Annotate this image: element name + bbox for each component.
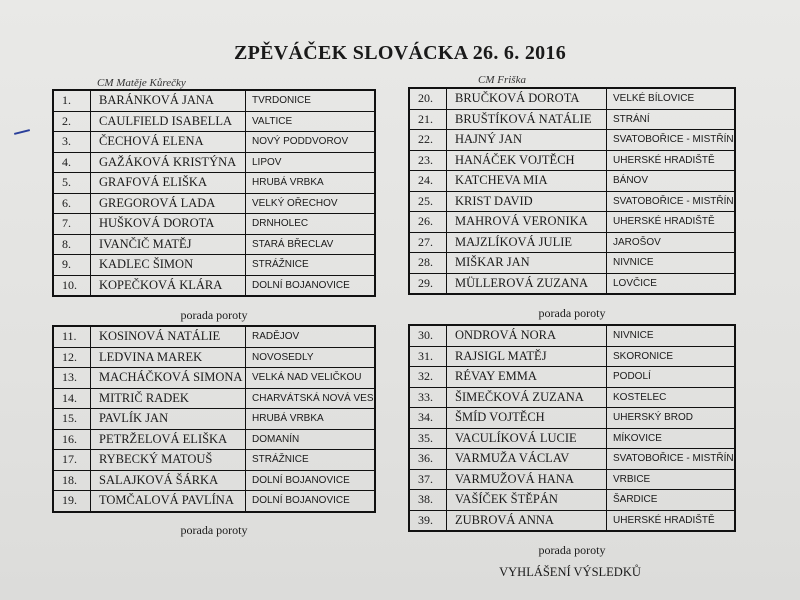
contestant-number: 23. [409,150,447,171]
contestant-number: 38. [409,490,447,511]
contestant-number: 29. [409,273,447,294]
contestant-row [409,253,735,274]
contestant-number: 34. [409,408,447,429]
contestant-row [53,429,375,450]
contestant-row [53,152,375,173]
contestant-town: UHERSKÉ HRADIŠTĚ [607,212,736,233]
right-bottom-table [408,324,736,532]
contestant-row [53,255,375,276]
contestant-number: 7. [53,214,91,235]
contestant-town: CHARVÁTSKÁ NOVÁ VES [246,388,376,409]
contestant-name: VAŠÍČEK ŠTĚPÁN [447,490,607,511]
contestant-number: 22. [409,130,447,151]
contestant-number: 36. [409,449,447,470]
contestant-name: BARÁNKOVÁ JANA [91,90,246,111]
contestant-town: VALTICE [246,111,376,132]
right-top-table [408,87,736,295]
contestant-row [409,449,735,470]
contestant-town: ŠARDICE [607,490,736,511]
contestant-town: NOVÝ PODDVOROV [246,132,376,153]
contestant-name: ŠIMEČKOVÁ ZUZANA [447,387,607,408]
contestant-number: 9. [53,255,91,276]
contestant-row [409,469,735,490]
contestant-name: KRIST DAVID [447,191,607,212]
contestant-number: 13. [53,368,91,389]
contestant-number: 21. [409,109,447,130]
contestant-number: 6. [53,193,91,214]
contestant-name: VACULÍKOVÁ LUCIE [447,428,607,449]
contestant-number: 8. [53,234,91,255]
contestant-town: LOVČICE [607,273,736,294]
contestant-name: KADLEC ŠIMON [91,255,246,276]
right-break-label-1: porada poroty [538,306,606,320]
contestant-row [409,232,735,253]
contestant-row [53,347,375,368]
contestant-town: DRNHOLEC [246,214,376,235]
contestant-number: 24. [409,171,447,192]
contestant-name: KOSINOVÁ NATÁLIE [91,326,246,347]
contestant-name: ŠMÍD VOJTĚCH [447,408,607,429]
contestant-number: 16. [53,429,91,450]
contestant-row [409,273,735,294]
contestant-number: 11. [53,326,91,347]
contestant-row [409,408,735,429]
contestant-name: PETRŽELOVÁ ELIŠKA [91,429,246,450]
contestant-number: 33. [409,387,447,408]
contestant-town: VRBICE [607,469,736,490]
contestant-name: VARMUŽOVÁ HANA [447,469,607,490]
contestant-name: SALAJKOVÁ ŠÁRKA [91,470,246,491]
contestant-town: DOLNÍ BOJANOVICE [246,470,376,491]
contestant-name: GAŽÁKOVÁ KRISTÝNA [91,152,246,173]
contestant-town: RADĚJOV [246,326,376,347]
left-top-table [52,89,376,297]
contestant-number: 20. [409,88,447,109]
right-break-label-2: porada poroty [538,543,606,557]
contestant-town: UHERSKÉ HRADIŠTĚ [607,510,736,531]
contestant-number: 30. [409,325,447,346]
contestant-number: 10. [53,275,91,296]
contestant-name: CAULFIELD ISABELLA [91,111,246,132]
contestant-town: SVATOBOŘICE - MISTŘÍN [607,449,736,470]
contestant-row [53,450,375,471]
contestant-town: DOMANÍN [246,429,376,450]
results-announcement: VYHLÁŠENÍ VÝSLEDKŮ [499,565,641,579]
contestant-name: HAJNÝ JAN [447,130,607,151]
contestant-row [53,326,375,347]
contestant-town: MÍKOVICE [607,428,736,449]
contestant-town: LIPOV [246,152,376,173]
contestant-row [53,132,375,153]
right-band-caption: CM Friška [478,74,526,86]
contestant-name: KOPEČKOVÁ KLÁRA [91,275,246,296]
contestant-number: 14. [53,388,91,409]
contestant-name: RYBECKÝ MATOUŠ [91,450,246,471]
contestant-row [53,111,375,132]
contestant-row [53,193,375,214]
contestant-number: 26. [409,212,447,233]
contestant-row [409,212,735,233]
contestant-number: 25. [409,191,447,212]
contestant-number: 31. [409,346,447,367]
contestant-row [53,173,375,194]
contestant-row [53,470,375,491]
contestant-row [53,388,375,409]
contestant-town: STRÁŽNICE [246,450,376,471]
contestant-number: 37. [409,469,447,490]
contestant-row [409,191,735,212]
left-break-label-2: porada poroty [180,523,248,537]
contestant-row [409,346,735,367]
contestant-name: MAJZLÍKOVÁ JULIE [447,232,607,253]
contestant-town: SVATOBOŘICE - MISTŘÍN [607,191,736,212]
contestant-row [409,367,735,388]
contestant-row [409,171,735,192]
page-title: ZPĚVÁČEK SLOVÁCKA 26. 6. 2016 [233,42,567,64]
contestant-row [53,409,375,430]
contestant-town: DOLNÍ BOJANOVICE [246,275,376,296]
contestant-row [409,325,735,346]
contestant-row [53,214,375,235]
contestant-number: 2. [53,111,91,132]
contestant-row [409,130,735,151]
contestant-town: NOVOSEDLY [246,347,376,368]
contestant-name: ČECHOVÁ ELENA [91,132,246,153]
contestant-name: HUŠKOVÁ DOROTA [91,214,246,235]
contestant-row [409,490,735,511]
contestant-name: KATCHEVA MIA [447,171,607,192]
contestant-town: STRÁŽNICE [246,255,376,276]
contestant-row [409,387,735,408]
contestant-town: BÁNOV [607,171,736,192]
contestant-row [409,428,735,449]
left-break-label-1: porada poroty [180,308,248,322]
contestant-number: 35. [409,428,447,449]
contestant-town: NIVNICE [607,325,736,346]
contestant-name: PAVLÍK JAN [91,409,246,430]
contestant-number: 5. [53,173,91,194]
contestant-row [53,368,375,389]
contestant-row [53,234,375,255]
contestant-number: 39. [409,510,447,531]
contestant-name: MAHROVÁ VERONIKA [447,212,607,233]
contestant-number: 19. [53,491,91,512]
contestant-name: TOMČALOVÁ PAVLÍNA [91,491,246,512]
contestant-row [53,275,375,296]
contestant-name: RAJSIGL MATĚJ [447,346,607,367]
left-bottom-table [52,325,376,513]
contestant-town: VELKÁ NAD VELIČKOU [246,368,376,389]
contestant-town: VELKÝ OŘECHOV [246,193,376,214]
contestant-name: BRUŠTÍKOVÁ NATÁLIE [447,109,607,130]
contestant-town: HRUBÁ VRBKA [246,173,376,194]
contestant-number: 1. [53,90,91,111]
contestant-name: MIŠKAR JAN [447,253,607,274]
contestant-name: MÜLLEROVÁ ZUZANA [447,273,607,294]
contestant-number: 3. [53,132,91,153]
contestant-number: 4. [53,152,91,173]
contestant-town: VELKÉ BÍLOVICE [607,88,736,109]
contestant-row [409,510,735,531]
contestant-town: NIVNICE [607,253,736,274]
contestant-town: UHERSKÝ BROD [607,408,736,429]
contestant-row [53,90,375,111]
contestant-name: GRAFOVÁ ELIŠKA [91,173,246,194]
contestant-name: MITRIČ RADEK [91,388,246,409]
contestant-number: 28. [409,253,447,274]
contestant-row [409,88,735,109]
contestant-row [409,150,735,171]
contestant-town: SVATOBOŘICE - MISTŘÍN [607,130,736,151]
contestant-name: LEDVINA MAREK [91,347,246,368]
contestant-number: 17. [53,450,91,471]
left-band-caption: CM Matěje Kůrečky [97,77,186,89]
contestant-town: SKORONICE [607,346,736,367]
contestant-town: STRÁNÍ [607,109,736,130]
contestant-row [53,491,375,512]
contestant-name: ZUBROVÁ ANNA [447,510,607,531]
contestant-town: STARÁ BŘECLAV [246,234,376,255]
contestant-number: 15. [53,409,91,430]
contestant-town: DOLNÍ BOJANOVICE [246,491,376,512]
contestant-town: JAROŠOV [607,232,736,253]
contestant-name: ONDROVÁ NORA [447,325,607,346]
contestant-name: GREGOROVÁ LADA [91,193,246,214]
contestant-name: MACHÁČKOVÁ SIMONA [91,368,246,389]
contestant-town: PODOLÍ [607,367,736,388]
contestant-name: IVANČIČ MATĚJ [91,234,246,255]
contestant-name: RÉVAY EMMA [447,367,607,388]
contestant-row [409,109,735,130]
contestant-number: 12. [53,347,91,368]
contestant-town: UHERSKÉ HRADIŠTĚ [607,150,736,171]
contestant-name: VARMUŽA VÁCLAV [447,449,607,470]
contestant-number: 18. [53,470,91,491]
contestant-number: 27. [409,232,447,253]
contestant-town: KOSTELEC [607,387,736,408]
contestant-town: HRUBÁ VRBKA [246,409,376,430]
contestant-name: BRUČKOVÁ DOROTA [447,88,607,109]
contestant-number: 32. [409,367,447,388]
contestant-name: HANÁČEK VOJTĚCH [447,150,607,171]
contestant-town: TVRDONICE [246,90,376,111]
